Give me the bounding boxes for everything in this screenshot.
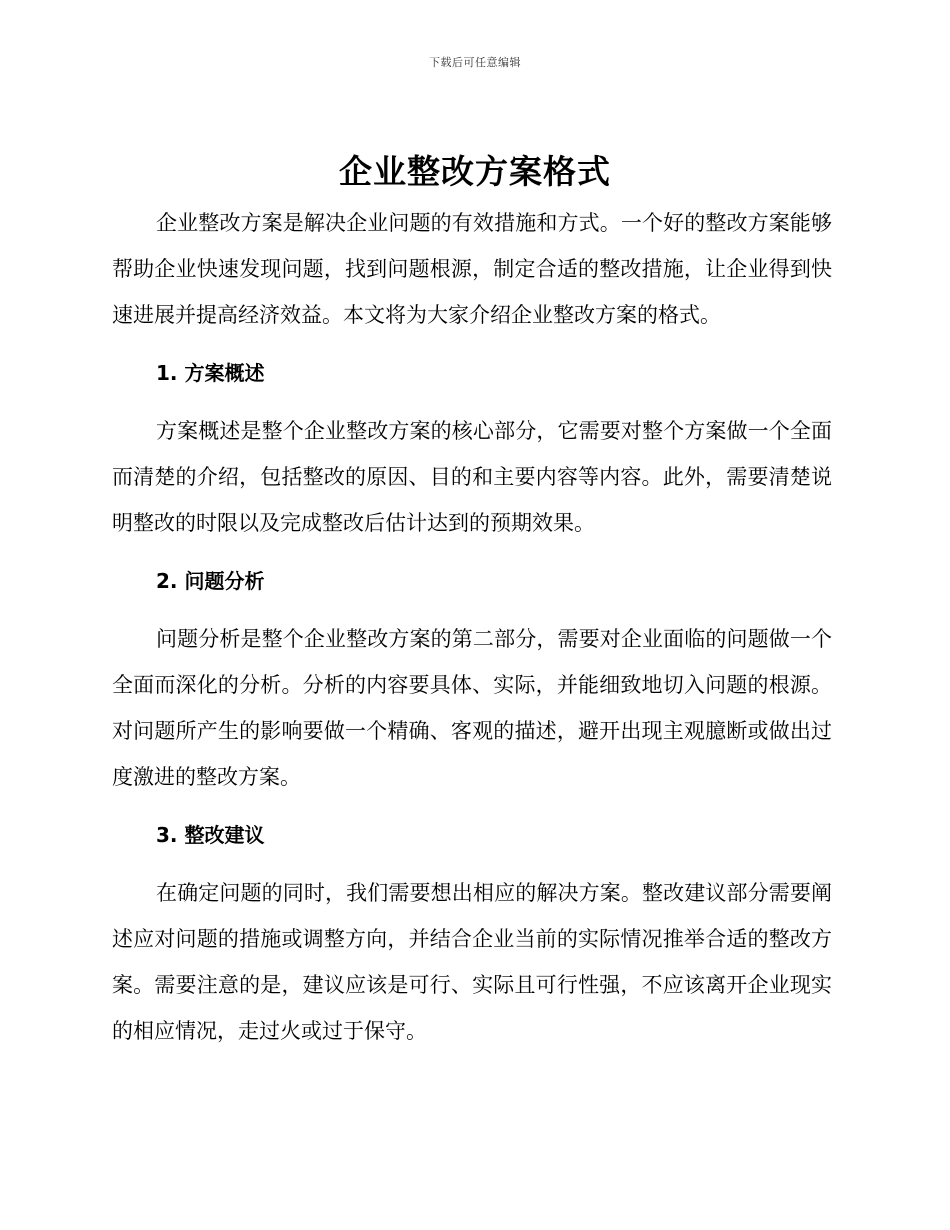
section-heading-suggestions: 3. 整改建议 — [156, 823, 265, 847]
document-body — [112, 200, 832, 1054]
section-heading-overview: 1. 方案概述 — [156, 361, 265, 385]
section-body-overview: 方案概述是整个企业整改方案的核心部分，它需要对整个方案做一个全面而清楚的介绍，包括整改的原因、目的和主要内容等内容。此外，需要清楚说明整改的时限以及完成整改后估计达到的预期效果。 — [112, 419, 832, 535]
page-header-note: 下载后可任意编辑 — [429, 56, 521, 69]
intro-paragraph: 企业整改方案是解决企业问题的有效措施和方式。一个好的整改方案能够帮助企业快速发现问题，找到问题根源，制定合适的整改措施，让企业得到快速进展并提高经济效益。本文将为大家介绍企业整改方案的格式。 — [112, 211, 832, 327]
section-body-suggestions: 在确定问题的同时，我们需要想出相应的解决方案。整改建议部分需要阐述应对问题的措施或调整方向，并结合企业当前的实际情况推举合适的整改方案。需要注意的是，建议应该是可行、实际且可行性强，不应该离开企业现实的相应情况，走过火或过于保守。 — [112, 881, 832, 1043]
section-heading-analysis: 2. 问题分析 — [156, 569, 265, 593]
section-body-analysis: 问题分析是整个企业整改方案的第二部分，需要对企业面临的问题做一个全面而深化的分析。分析的内容要具体、实际，并能细致地切入问题的根源。对问题所产生的影响要做一个精确、客观的描述，避开出现主观臆断或做出过度激进的整改方案。 — [112, 627, 832, 789]
document-title: 企业整改方案格式 — [339, 152, 611, 191]
